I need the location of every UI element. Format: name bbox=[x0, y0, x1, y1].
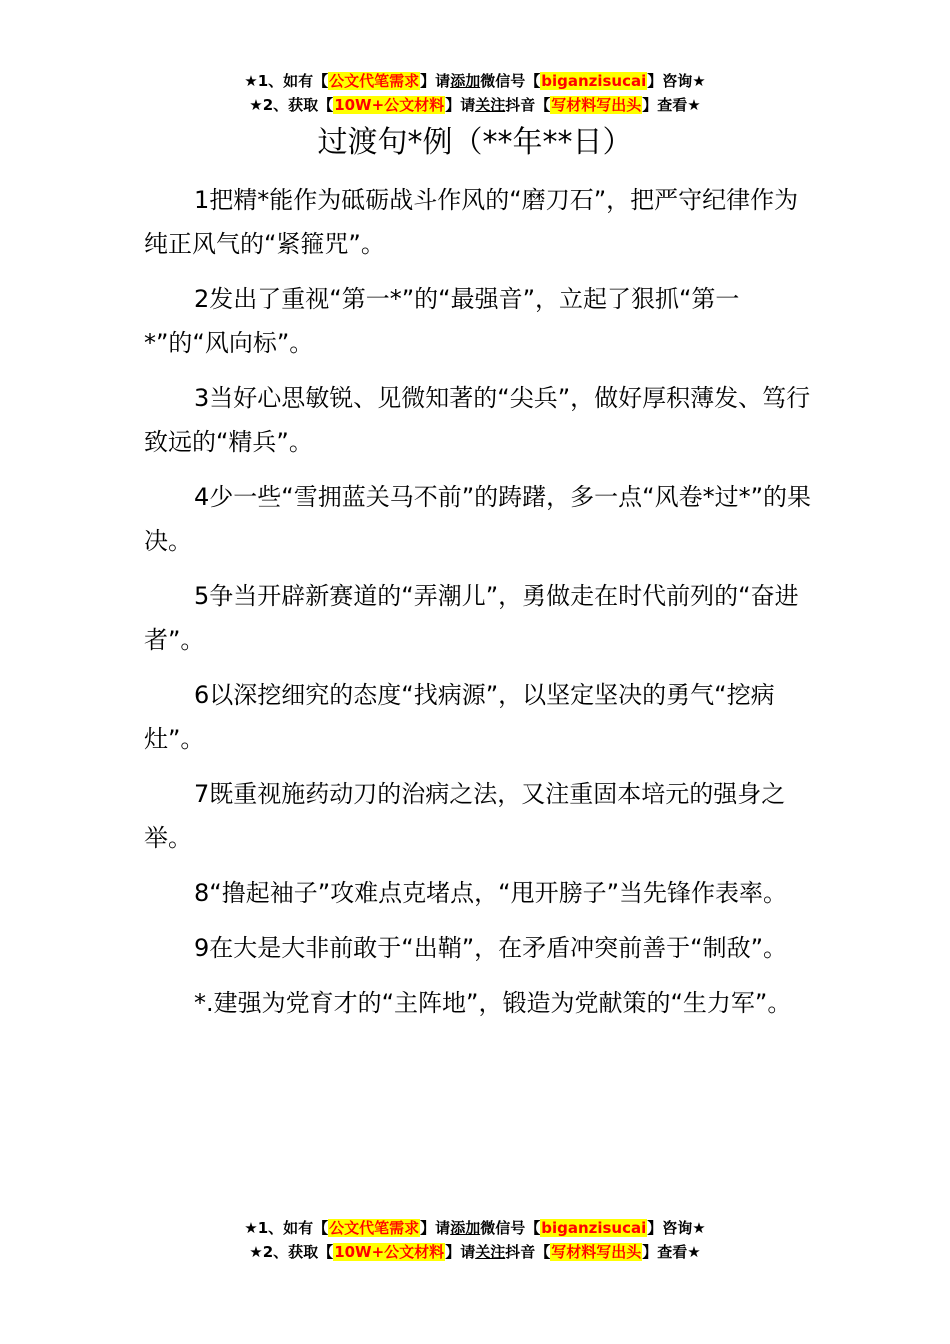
footer-promo bbox=[0, 1216, 950, 1264]
paragraph-8: 8“撸起袖子”攻难点克堵点，“甩开膀子”当先锋作表率。 bbox=[194, 879, 788, 907]
promo-line-2: ★2、获取【10W+公文材料】请关注抖音【写材料写出头】查看★ bbox=[249, 1243, 701, 1261]
underlined-follow: 关注 bbox=[475, 96, 506, 114]
highlight-service: 公文代笔需求 bbox=[329, 1219, 420, 1237]
paragraph-2: 2发出了重视“第一*”的“最强音”，立起了狠抓“第一*”的“风向标”。 bbox=[144, 285, 740, 357]
document-body bbox=[144, 178, 814, 1036]
paragraph-5: 5争当开辟新赛道的“弄潮儿”，勇做走在时代前列的“奋进者”。 bbox=[144, 582, 799, 654]
underlined-add: 添加 bbox=[450, 72, 481, 90]
underlined-follow: 关注 bbox=[475, 1243, 506, 1261]
document-title: 过渡句*例（**年**日） bbox=[317, 125, 633, 160]
underlined-add: 添加 bbox=[450, 1219, 481, 1237]
highlight-materials: 10W+公文材料 bbox=[334, 96, 445, 114]
highlight-service: 公文代笔需求 bbox=[329, 72, 420, 90]
paragraph-7: 7既重视施药动刀的治病之法，又注重固本培元的强身之举。 bbox=[144, 780, 786, 852]
highlight-materials: 10W+公文材料 bbox=[334, 1243, 445, 1261]
paragraph-10: *.建强为党育才的“主阵地”，锻造为党献策的“生力军”。 bbox=[194, 989, 792, 1017]
promo-line-2: ★2、获取【10W+公文材料】请关注抖音【写材料写出头】查看★ bbox=[249, 96, 701, 114]
highlight-wechat-id: biganzisucai bbox=[541, 72, 647, 90]
promo-line-1: ★1、如有【公文代笔需求】请添加微信号【biganzisucai】咨询★ bbox=[244, 1219, 706, 1237]
paragraph-4: 4少一些“雪拥蓝关马不前”的踌躇，多一点“风卷*过*”的果决。 bbox=[144, 483, 812, 555]
paragraph-1: 1把精*能作为砥砺战斗作风的“磨刀石”，把严守纪律作为纯正风气的“紧箍咒”。 bbox=[144, 186, 799, 258]
paragraph-3: 3当好心思敏锐、见微知著的“尖兵”，做好厚积薄发、笃行致远的“精兵”。 bbox=[144, 384, 811, 456]
highlight-wechat-id: biganzisucai bbox=[541, 1219, 647, 1237]
highlight-douyin-id: 写材料写出头 bbox=[551, 1243, 642, 1261]
paragraph-6: 6以深挖细究的态度“找病源”，以坚定坚决的勇气“挖病灶”。 bbox=[144, 681, 775, 753]
highlight-douyin-id: 写材料写出头 bbox=[551, 96, 642, 114]
paragraph-9: 9在大是大非前敢于“出鞘”，在矛盾冲突前善于“制敌”。 bbox=[194, 934, 788, 962]
promo-line-1: ★1、如有【公文代笔需求】请添加微信号【biganzisucai】咨询★ bbox=[244, 72, 706, 90]
header-promo bbox=[0, 69, 950, 117]
